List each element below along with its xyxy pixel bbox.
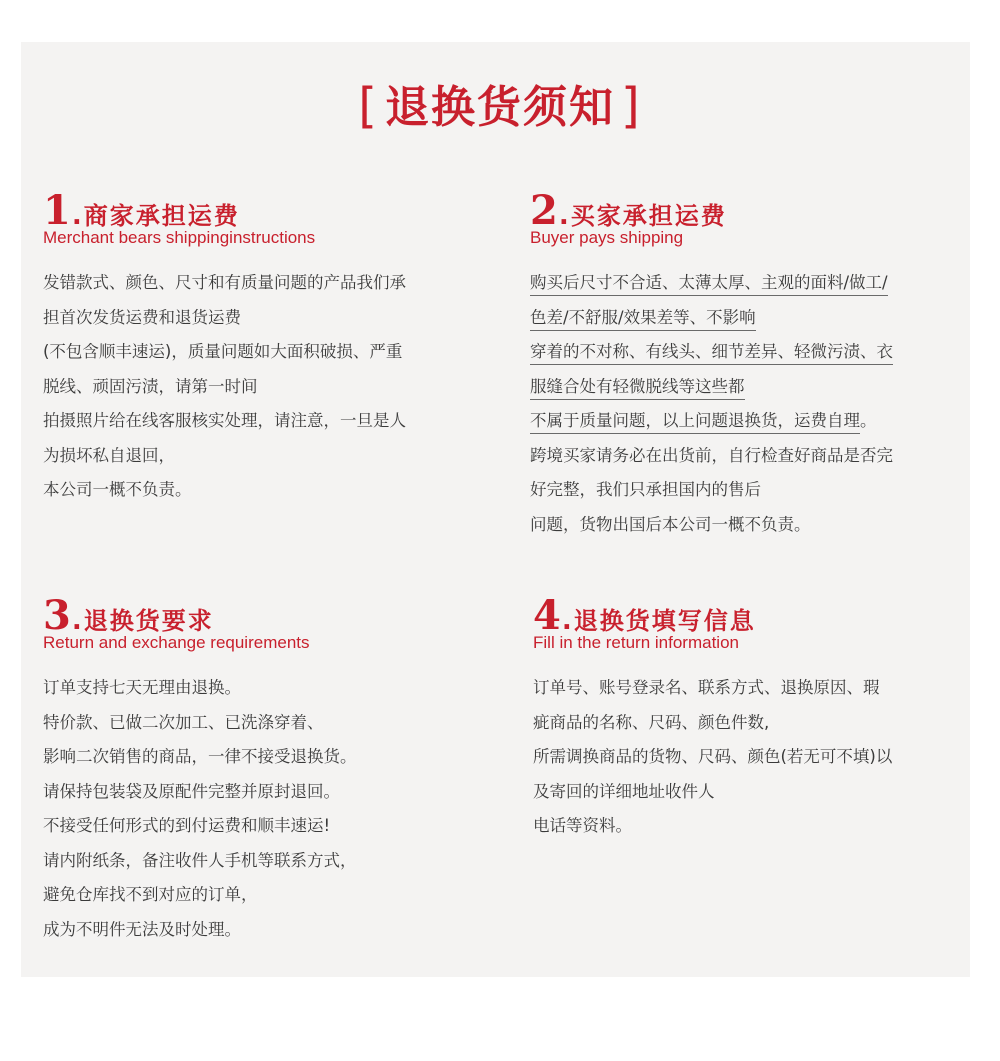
body-line: 请内附纸条，备注收件人手机等联系方式， [43, 850, 357, 870]
body-line: 避免仓库找不到对应的订单， [43, 885, 258, 904]
section-body [533, 671, 963, 844]
section-heading [43, 187, 473, 234]
body-line: 跨境买家请务必在出货前，自行检查好商品是否完 [530, 445, 893, 465]
section-title: 退换货填写信息 [573, 607, 756, 635]
title-close-bracket: ] [621, 78, 642, 134]
underlined-line [530, 266, 960, 301]
body-line: (不包含顺丰速运)，质量问题如大面积破损、严重 [43, 342, 403, 361]
section-body [530, 266, 960, 542]
section-title: 买家承担运费 [570, 202, 727, 230]
body-line: 拍摄照片给在线客服核实处理，请注意，一旦是人 [43, 411, 406, 430]
body-line: 发错款式、颜色、尺寸和有质量问题的产品我们承 [43, 273, 406, 292]
section-body [43, 266, 473, 508]
title-open-bracket: [ [358, 78, 379, 134]
body-line: 请保持包装袋及原配件完整并原封退回。 [43, 781, 340, 801]
underlined-text: 不属于质量问题，以上问题退换货，运费自理 [530, 411, 860, 434]
section-subtitle: Fill in the return information [533, 633, 739, 652]
underlined-line [530, 404, 960, 439]
body-line: 电话等资料。 [533, 816, 632, 835]
section-heading [43, 592, 473, 639]
section-heading [533, 592, 963, 639]
section-title: 退换货要求 [83, 607, 214, 635]
section-number: 4 [533, 592, 561, 639]
body-line: 成为不明件无法及时处理。 [43, 919, 241, 939]
body-line: 订单号、账号登录名、联系方式、退换原因、瑕 [533, 678, 880, 697]
body-line: 所需调换商品的货物、尺码、颜色(若无可不填)以 [533, 747, 893, 766]
section-subtitle: Merchant bears shippinginstructions [43, 228, 316, 247]
underlined-line [530, 370, 960, 405]
body-line: 问题，货物出国后本公司一概不负责。 [530, 514, 811, 534]
section-heading [530, 187, 960, 234]
section-buyer-pays [530, 187, 960, 542]
body-line: 本公司一概不负责。 [43, 480, 192, 499]
underlined-text: 购买后尺寸不合适、太薄太厚、主观的面料/做工/ [530, 273, 888, 296]
section-title: 商家承担运费 [83, 202, 240, 230]
section-return-requirements [43, 592, 473, 947]
section-subtitle: Buyer pays shipping [530, 228, 684, 247]
section-dot: . [558, 201, 569, 231]
underlined-text: 服缝合处有轻微脱线等这些都 [530, 377, 745, 400]
body-line: 订单支持七天无理由退换。 [43, 678, 241, 697]
section-return-info [533, 592, 963, 844]
title-text: 退换货须知 [385, 82, 615, 133]
page-title [0, 76, 1000, 138]
section-body [43, 671, 473, 947]
section-number: 2 [530, 187, 558, 234]
body-line: 不接受任何形式的到付运费和顺丰速运! [43, 816, 331, 835]
section-dot: . [71, 201, 82, 231]
body-line: 担首次发货运费和退货运费 [43, 307, 241, 327]
section-merchant-pays [43, 187, 473, 508]
section-dot: . [561, 606, 572, 636]
section-number: 3 [43, 592, 71, 639]
section-subtitle: Return and exchange requirements [43, 633, 310, 652]
underlined-line [530, 335, 960, 370]
underlined-line [530, 301, 960, 336]
body-line: 及寄回的详细地址收件人 [533, 781, 715, 801]
body-line: 影响二次销售的商品，一律不接受退换货。 [43, 747, 357, 766]
underlined-text: 色差/不舒服/效果差等、不影响 [530, 308, 756, 331]
line-end-period: 。 [860, 411, 877, 430]
underlined-text: 穿着的不对称、有线头、细节差异、轻微污渍、衣 [530, 342, 893, 365]
section-number: 1 [43, 187, 71, 234]
body-line: 特价款、已做二次加工、已洗涤穿着、 [43, 712, 324, 732]
body-line: 脱线、顽固污渍，请第一时间 [43, 376, 258, 396]
body-line: 好完整，我们只承担国内的售后 [530, 480, 761, 499]
body-line: 疵商品的名称、尺码、颜色件数, [533, 712, 770, 732]
section-dot: . [71, 606, 82, 636]
body-line: 为损坏私自退回， [43, 445, 175, 465]
